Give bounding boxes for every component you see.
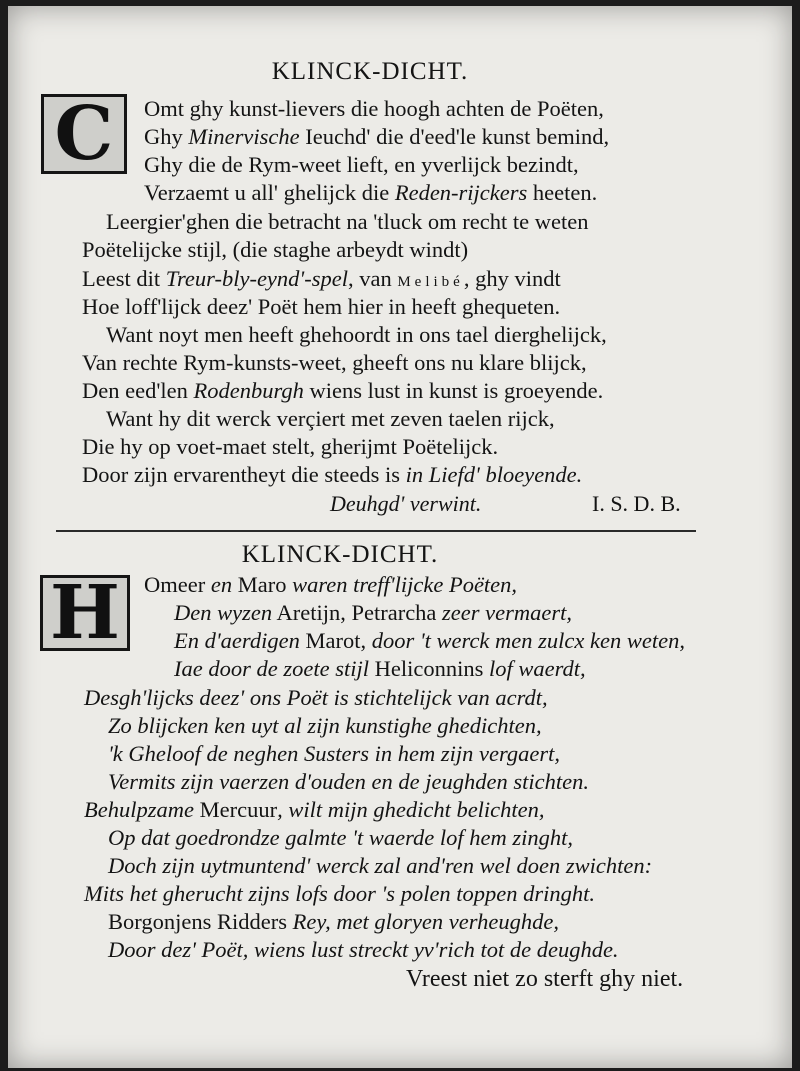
poem-line: Den eed'len Rodenburgh wiens lust in kunst is groeyende. [82, 378, 604, 403]
closing-motto: Vreest niet zo sterft ghy niet. [406, 966, 684, 992]
poem-line: Die hy op voet-maet stelt, gherijmt Poëtelijck. [82, 434, 499, 459]
poem-line: Verzaemt u all' ghelijck die Reden-rijckers heeten. [144, 180, 598, 205]
poem-line: Want hy dit werck verçiert met zeven taelen rijck, [106, 406, 555, 431]
poem-line: Door dez' Poët, wiens lust streckt yv'rich tot de deughde. [108, 937, 619, 962]
decorated-initial-h [40, 570, 130, 656]
poem-line: Behulpzame Mercuur, wilt mijn ghedicht belichten, [84, 797, 545, 822]
poem-line: Den wyzen Aretijn, Petrarcha zeer vermaert, [174, 600, 573, 625]
poem-line: Borgonjens Ridders Rey, met gloryen verheughde, [108, 909, 559, 934]
poem-line: Ghy die de Rym-weet lieft, en yverlijck bezindt, [144, 152, 579, 177]
poem-line: Leergier'ghen die betracht na 'tluck om recht te weten [106, 209, 589, 234]
sonnet1-title: KLINCK-DICHT. [271, 58, 469, 85]
author-initials: I. S. D. B. [592, 491, 681, 516]
poem-line: Op dat goedrondze galmte 't waerde lof hem zinght, [108, 825, 573, 850]
poem-line: Mits het gherucht zijns lofs door 's polen toppen dringht. [84, 881, 596, 906]
decorated-initial-c [41, 91, 127, 177]
poem-line: Omeer en Maro waren treff'lijcke Poëten, [144, 572, 518, 597]
poem-line: Van rechte Rym-kunsts-weet, gheeft ons nu klare blijck, [82, 350, 587, 375]
motto: Deuhgd' verwint. [330, 491, 482, 516]
poem-line: En d'aerdigen Marot, door 't werck men zulcx ken weten, [174, 628, 685, 653]
poem-line: Leest dit Treur-bly-eynd'-spel, van Melibé, ghy vindt [82, 266, 561, 291]
poem-line: Desgh'lijcks deez' ons Poët is stichtelijck van acrdt, [84, 685, 548, 710]
initial-letter: C [54, 91, 114, 177]
poem-line: Ghy Minervische Ieuchd' die d'eed'le kunst bemind, [144, 124, 610, 149]
poem-line: Hoe loff'lijck deez' Poët hem hier in heeft ghequeten. [82, 294, 561, 319]
poem-line: Iae door de zoete stijl Heliconnins lof waerdt, [174, 656, 586, 681]
book-page [8, 6, 792, 1068]
poem-line: Poëtelijcke stijl, (die staghe arbeydt windt) [82, 237, 469, 262]
poem-line: Omt ghy kunst-lievers die hoogh achten de Poëten, [144, 96, 604, 121]
poem-line: 'k Gheloof de neghen Susters in hem zijn vergaert, [108, 741, 561, 766]
poem-line: Vermits zijn vaerzen d'ouden en de jeughden stichten. [108, 769, 589, 794]
sonnet2-title: KLINCK-DICHT. [241, 541, 439, 568]
poem-line: Doch zijn uytmuntend' werck zal and'ren wel doen zwichten: [108, 853, 653, 878]
poem-line: Zo blijcken ken uyt al zijn kunstighe ghedichten, [108, 713, 542, 738]
divider-rule [56, 530, 696, 532]
poem-line: Want noyt men heeft ghehoordt in ons tael dierghelijck, [106, 322, 607, 347]
initial-letter: H [50, 570, 120, 656]
poem-line: Door zijn ervarentheyt die steeds is in Liefd' bloeyende. [82, 462, 583, 487]
